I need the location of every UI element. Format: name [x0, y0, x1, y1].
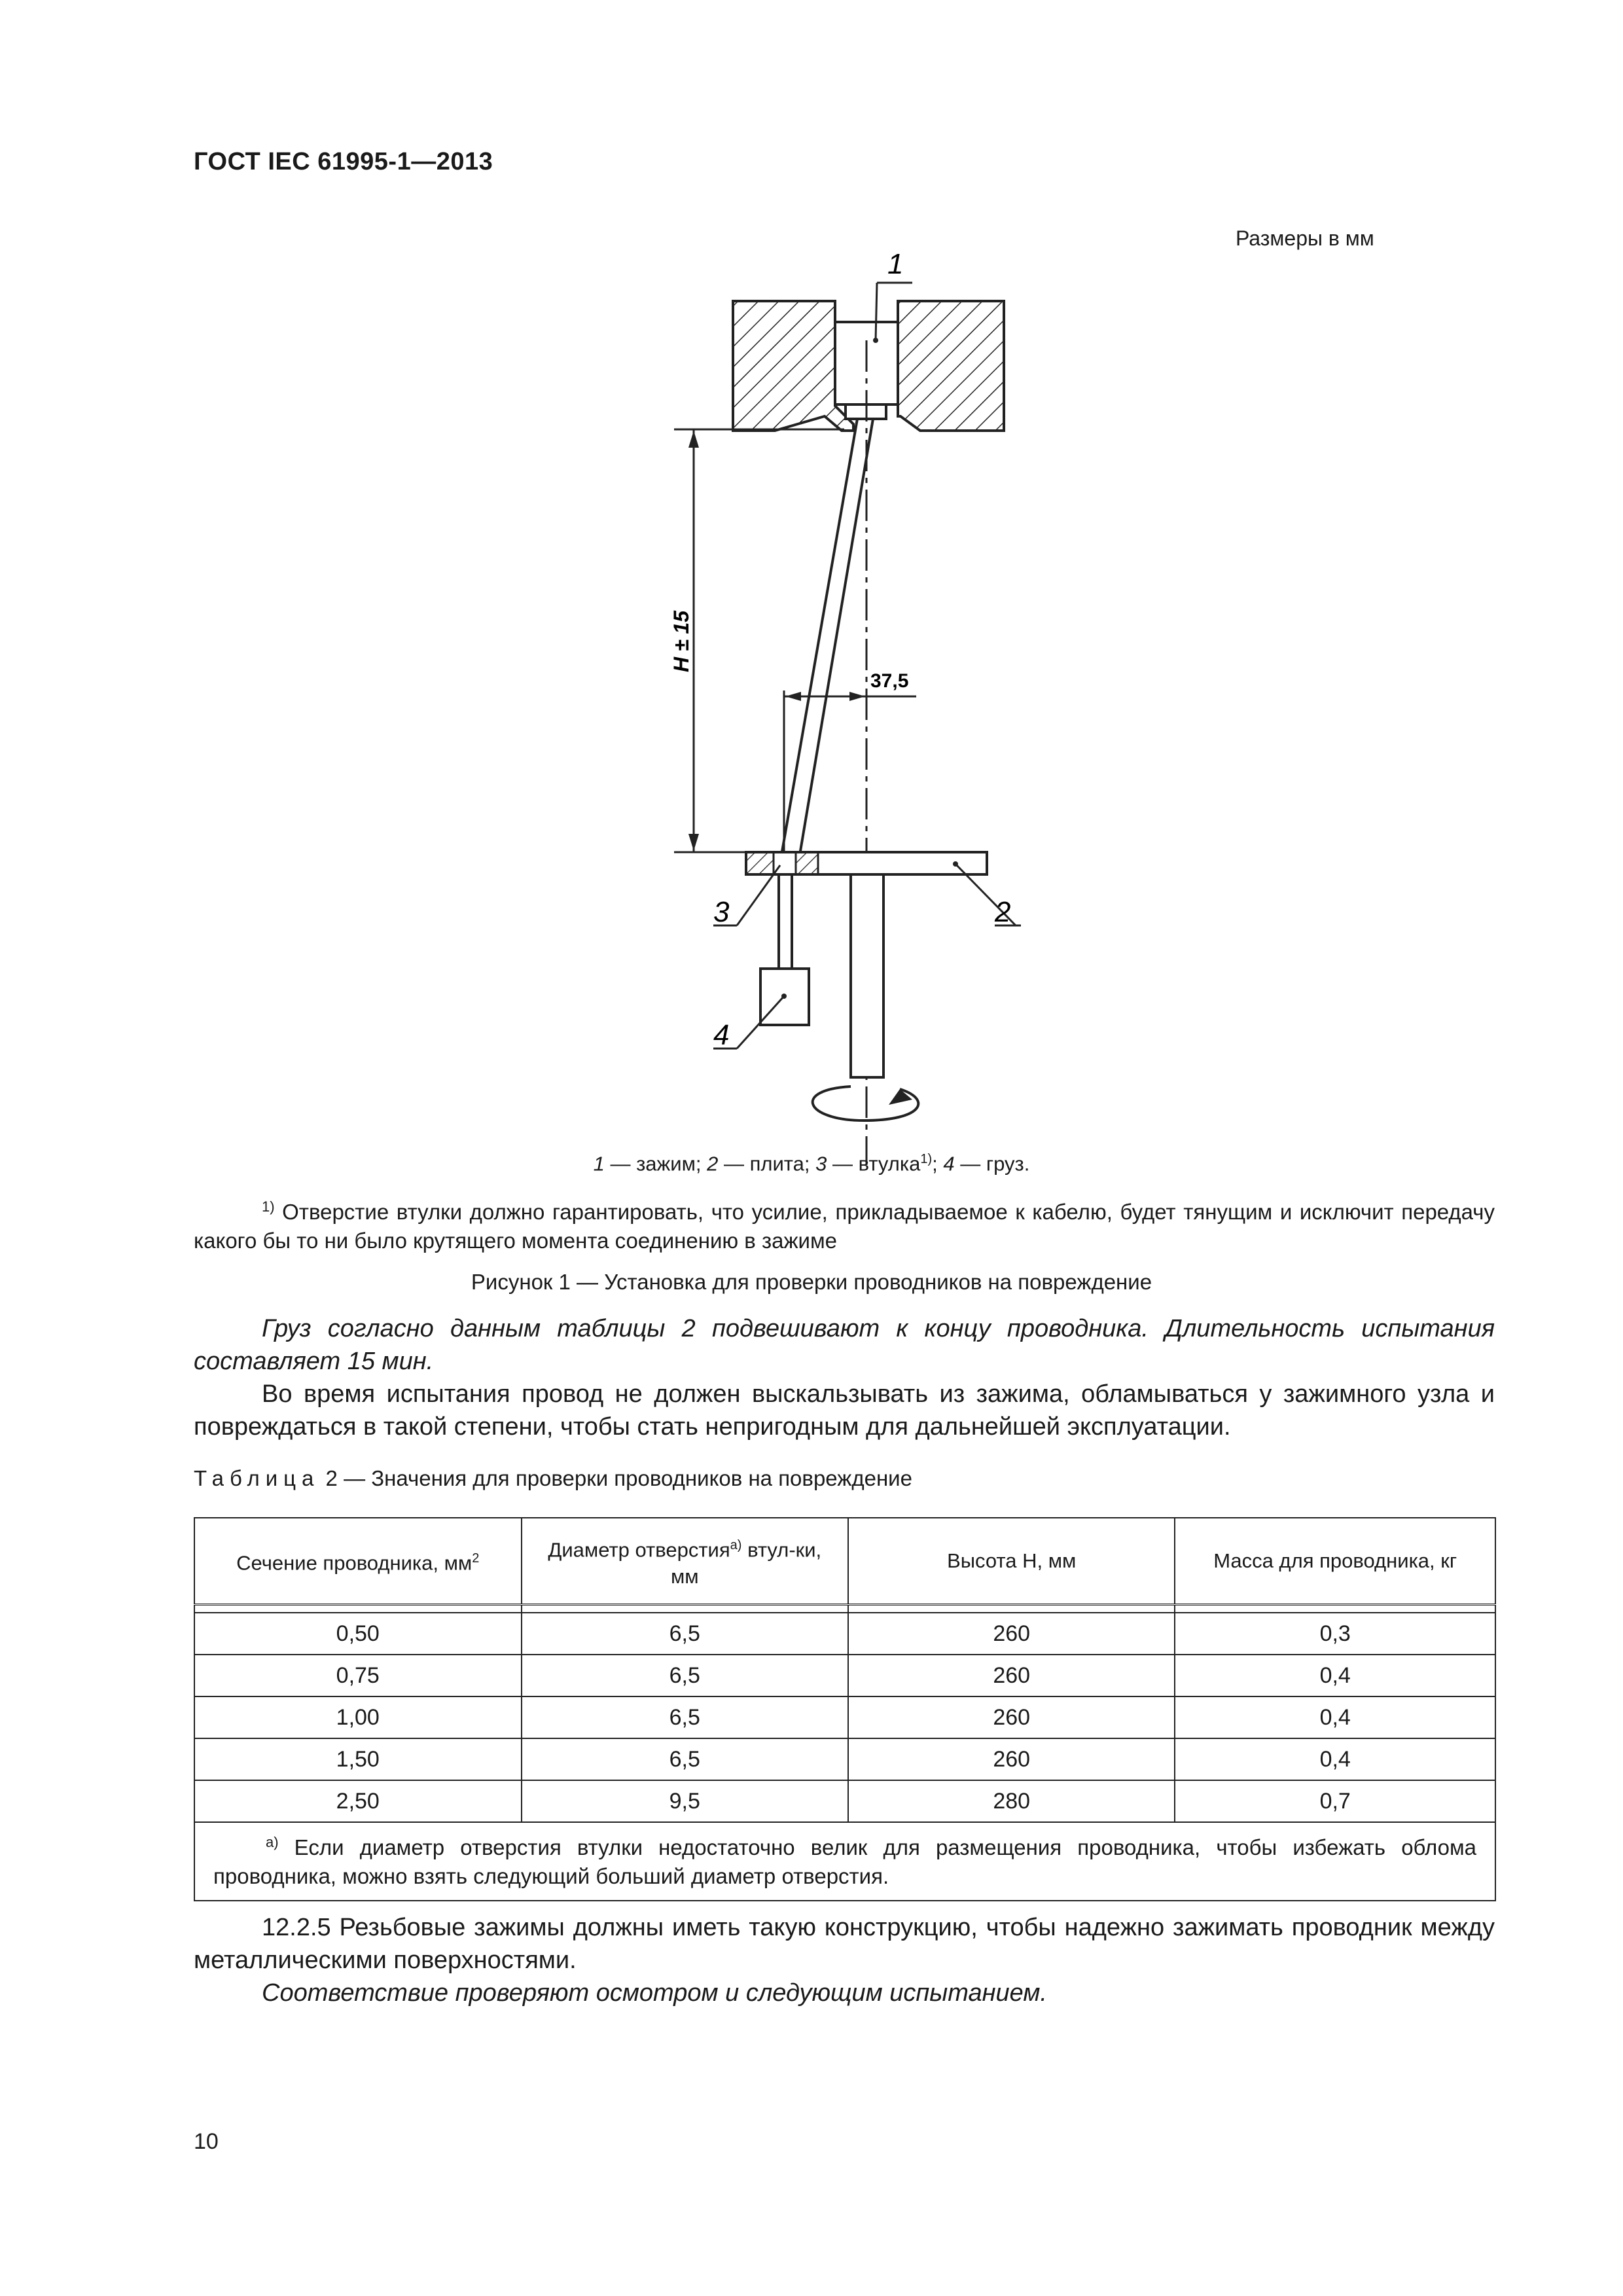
table-row: 0,75 6,5 260 0,4 [194, 1655, 1495, 1696]
rotation-arrow [813, 1086, 919, 1121]
callout-2: 2 [995, 896, 1011, 928]
table-row: 2,50 9,5 280 0,7 [194, 1780, 1495, 1822]
figure-legend: 1 — зажим; 2 — плита; 3 — втулка$^{1)}$; 4 — груз. [593, 1152, 1030, 1175]
header-height: Высота Н, мм [848, 1518, 1175, 1605]
paragraph-weight: Груз согласно данным таблицы 2 подвешивают к концу проводника. Длительность испытания составляет 15 мин. [194, 1315, 1495, 1375]
document-header: ГОСТ IEC 61995-1—2013 [194, 148, 493, 175]
page-number: 10 [194, 2129, 219, 2154]
offset-label: 37,5 [870, 670, 909, 692]
header-mass: Масса для проводника, кг [1175, 1518, 1495, 1605]
callout-1: 1 [887, 248, 904, 280]
table-row: 1,00 6,5 260 0,4 [194, 1696, 1495, 1738]
height-label: H ± 15 [669, 610, 693, 673]
callout-4: 4 [713, 1019, 730, 1051]
callout-3: 3 [713, 896, 730, 928]
conductor-test-table [194, 1517, 1496, 1901]
table-row: 0,50 6,5 260 0,3 [194, 1613, 1495, 1655]
table-footnote: $^{а)}$ Если диаметр отверстия втулки недостаточно велик для размещения проводника, чтобы избежать облома проводника, можно взять следующий больший диаметр отверстия. [194, 1822, 1495, 1901]
header-cross-section: Сечение проводника, $мм^2$ [194, 1518, 522, 1605]
clamp-block [733, 301, 1004, 431]
table-header-separator [194, 1605, 1495, 1613]
plate [746, 852, 987, 1077]
paragraph-12-2-5: 12.2.5 Резьбовые зажимы должны иметь такую конструкцию, чтобы надежно зажимать проводник между металлическими поверхностями. [194, 1914, 1495, 1974]
table-row: 1,50 6,5 260 0,4 [194, 1738, 1495, 1780]
dimensions-note: Размеры в мм [1236, 226, 1374, 250]
figure-caption: Рисунок 1 — Установка для проверки проводников на повреждение [471, 1270, 1152, 1294]
paragraph-compliance: Соответствие проверяют осмотром и следующим испытанием. [262, 1979, 1047, 2007]
table-title: Таблица 2 — Значения для проверки проводников на повреждение [194, 1466, 912, 1490]
header-hole-diameter: Диаметр отверстия$^{а)}$ втул-ки, мм [522, 1518, 849, 1605]
table-header-row [194, 1518, 1495, 1605]
figure-footnote: $^{1)}$ Отверстие втулки должно гарантировать, что усилие, прикладываемое к кабелю, будет тянущим и исключит передачу какого бы то ни было крутящего момента соединению в зажиме [194, 1198, 1495, 1253]
table-footnote-row [194, 1822, 1495, 1901]
paragraph-test-conditions: Во время испытания провод не должен выскальзывать из зажима, обламываться у зажимного узла и повреждаться в такой степени, чтобы стать непригодным для дальнейшей эксплуатации. [194, 1380, 1495, 1441]
